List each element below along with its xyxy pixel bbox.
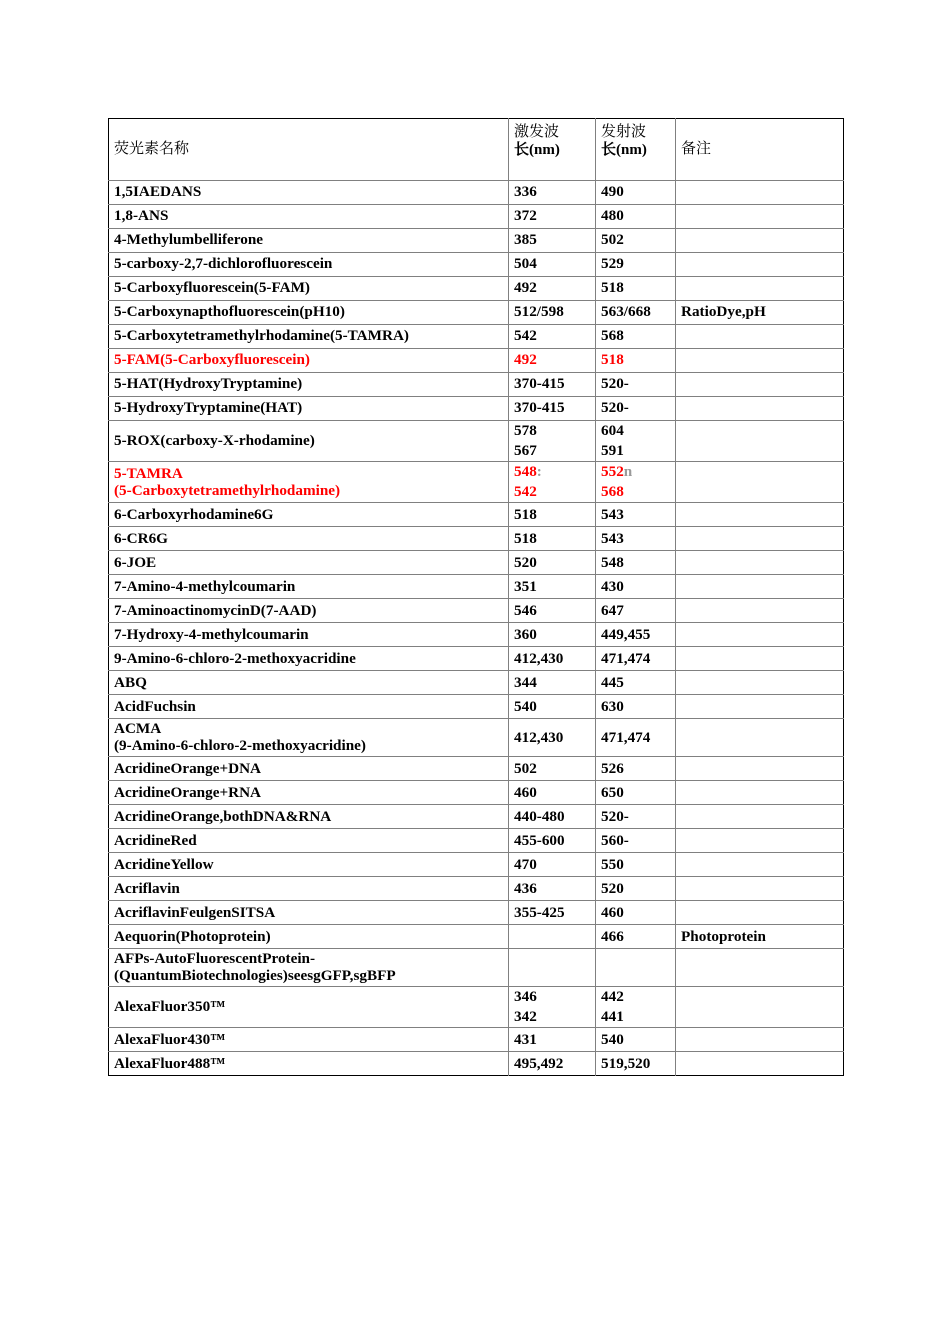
cell-name: 9-Amino-6-chloro-2-methoxyacridine bbox=[109, 647, 509, 671]
cell-emission: 563/668 bbox=[596, 301, 676, 325]
cell-note bbox=[676, 781, 844, 805]
cell-emission-line1-suffix: n bbox=[623, 463, 633, 481]
cell-excitation: 336 bbox=[509, 181, 596, 205]
table-row bbox=[109, 901, 844, 925]
table-row bbox=[109, 462, 844, 503]
cell-name: 7-Hydroxy-4-methylcoumarin bbox=[109, 623, 509, 647]
table-row bbox=[109, 253, 844, 277]
cell-excitation bbox=[509, 925, 596, 949]
table-row bbox=[109, 853, 844, 877]
cell-emission: 543 bbox=[596, 503, 676, 527]
cell-emission: 540 bbox=[596, 1028, 676, 1052]
cell-excitation: 455-600 bbox=[509, 829, 596, 853]
cell-name bbox=[109, 719, 509, 757]
cell-excitation: 518 bbox=[509, 527, 596, 551]
cell-note bbox=[676, 181, 844, 205]
cell-name: AcriflavinFeulgenSITSA bbox=[109, 901, 509, 925]
cell-note bbox=[676, 949, 844, 987]
cell-name: 7-AminoactinomycinD(7-AAD) bbox=[109, 599, 509, 623]
cell-excitation: 412,430 bbox=[509, 719, 596, 757]
cell-note bbox=[676, 671, 844, 695]
cell-name: AcridineOrange+DNA bbox=[109, 757, 509, 781]
cell-emission: 520- bbox=[596, 373, 676, 397]
cell-note: RatioDye,pH bbox=[676, 301, 844, 325]
cell-name: 6-Carboxyrhodamine6G bbox=[109, 503, 509, 527]
table-row bbox=[109, 805, 844, 829]
cell-emission: 550 bbox=[596, 853, 676, 877]
table-row bbox=[109, 987, 844, 1028]
table-row bbox=[109, 829, 844, 853]
cell-name: AcridineRed bbox=[109, 829, 509, 853]
cell-emission-line1-value: 552 bbox=[601, 463, 624, 481]
cell-note bbox=[676, 503, 844, 527]
table-row bbox=[109, 229, 844, 253]
cell-excitation: 512/598 bbox=[509, 301, 596, 325]
cell-emission: 520 bbox=[596, 877, 676, 901]
table-row bbox=[109, 527, 844, 551]
table-row bbox=[109, 877, 844, 901]
cell-name: 5-Carboxyfluorescein(5-FAM) bbox=[109, 277, 509, 301]
cell-excitation bbox=[509, 462, 596, 503]
table-row bbox=[109, 695, 844, 719]
cell-excitation: 546 bbox=[509, 599, 596, 623]
cell-excitation-line1-suffix: : bbox=[536, 463, 542, 481]
cell-excitation: 495,492 bbox=[509, 1052, 596, 1076]
cell-emission-line1-value: 604 bbox=[601, 422, 624, 439]
cell-emission-line1 bbox=[601, 988, 670, 1005]
cell-emission: 518 bbox=[596, 277, 676, 301]
cell-excitation-line2: 567 bbox=[514, 442, 537, 460]
table-row bbox=[109, 949, 844, 987]
table-row bbox=[109, 181, 844, 205]
cell-emission-line1-value: 442 bbox=[601, 988, 624, 1006]
table-row bbox=[109, 277, 844, 301]
cell-name: 6-CR6G bbox=[109, 527, 509, 551]
cell-note bbox=[676, 901, 844, 925]
cell-emission-line2: 441 bbox=[601, 1008, 624, 1026]
cell-emission: 529 bbox=[596, 253, 676, 277]
cell-excitation: 460 bbox=[509, 781, 596, 805]
cell-emission-line1 bbox=[601, 422, 670, 439]
cell-emission: 471,474 bbox=[596, 647, 676, 671]
cell-excitation: 440-480 bbox=[509, 805, 596, 829]
cell-name: 5-FAM(5-Carboxyfluorescein) bbox=[109, 349, 509, 373]
cell-name-line2: (9-Amino-6-chloro-2-methoxyacridine) bbox=[114, 737, 366, 755]
cell-name: AlexaFluor350™ bbox=[109, 987, 509, 1028]
column-header-emission-line1: 发射波 bbox=[601, 124, 647, 140]
cell-emission: 560- bbox=[596, 829, 676, 853]
cell-name-line2: (5-Carboxytetramethylrhodamine) bbox=[114, 481, 341, 499]
cell-excitation: 344 bbox=[509, 671, 596, 695]
cell-excitation: 351 bbox=[509, 575, 596, 599]
cell-emission: 526 bbox=[596, 757, 676, 781]
cell-excitation bbox=[509, 421, 596, 462]
cell-emission: 445 bbox=[596, 671, 676, 695]
cell-excitation bbox=[509, 987, 596, 1028]
fluorochrome-table bbox=[108, 118, 844, 1076]
cell-excitation: 360 bbox=[509, 623, 596, 647]
table-row bbox=[109, 205, 844, 229]
cell-name-line2: (QuantumBiotechnologies)seesgGFP,sgBFP bbox=[114, 967, 396, 985]
cell-excitation: 385 bbox=[509, 229, 596, 253]
cell-emission: 466 bbox=[596, 925, 676, 949]
cell-name: 5-ROX(carboxy-X-rhodamine) bbox=[109, 421, 509, 462]
cell-note bbox=[676, 551, 844, 575]
cell-emission: 520- bbox=[596, 397, 676, 421]
table-row bbox=[109, 671, 844, 695]
cell-excitation: 412,430 bbox=[509, 647, 596, 671]
cell-name: 7-Amino-4-methylcoumarin bbox=[109, 575, 509, 599]
column-header-excitation-line2: 长(nm) bbox=[514, 142, 560, 159]
document-page bbox=[108, 118, 843, 1076]
cell-excitation: 520 bbox=[509, 551, 596, 575]
cell-name: ABQ bbox=[109, 671, 509, 695]
cell-emission: 449,455 bbox=[596, 623, 676, 647]
cell-emission bbox=[596, 987, 676, 1028]
cell-excitation: 542 bbox=[509, 325, 596, 349]
cell-excitation: 370-415 bbox=[509, 373, 596, 397]
cell-emission: 630 bbox=[596, 695, 676, 719]
cell-excitation: 372 bbox=[509, 205, 596, 229]
cell-note bbox=[676, 527, 844, 551]
table-row bbox=[109, 757, 844, 781]
table-row bbox=[109, 397, 844, 421]
cell-note bbox=[676, 695, 844, 719]
cell-note bbox=[676, 253, 844, 277]
cell-excitation: 492 bbox=[509, 349, 596, 373]
cell-note bbox=[676, 421, 844, 462]
table-row bbox=[109, 301, 844, 325]
table-row bbox=[109, 1028, 844, 1052]
table-body bbox=[109, 119, 844, 1076]
cell-emission: 519,520 bbox=[596, 1052, 676, 1076]
cell-note bbox=[676, 1052, 844, 1076]
cell-note bbox=[676, 805, 844, 829]
cell-note bbox=[676, 462, 844, 503]
cell-emission: 502 bbox=[596, 229, 676, 253]
table-row bbox=[109, 325, 844, 349]
cell-emission: 520- bbox=[596, 805, 676, 829]
cell-excitation bbox=[509, 949, 596, 987]
column-header-excitation-line1: 激发波 bbox=[514, 124, 560, 140]
cell-emission: 568 bbox=[596, 325, 676, 349]
table-row bbox=[109, 349, 844, 373]
cell-excitation: 540 bbox=[509, 695, 596, 719]
cell-name: AlexaFluor430™ bbox=[109, 1028, 509, 1052]
cell-emission: 480 bbox=[596, 205, 676, 229]
table-row bbox=[109, 373, 844, 397]
column-header-note: 备注 bbox=[676, 119, 844, 181]
cell-excitation: 370-415 bbox=[509, 397, 596, 421]
cell-emission: 543 bbox=[596, 527, 676, 551]
cell-emission: 518 bbox=[596, 349, 676, 373]
table-row bbox=[109, 503, 844, 527]
table-row bbox=[109, 421, 844, 462]
cell-emission bbox=[596, 421, 676, 462]
cell-note bbox=[676, 229, 844, 253]
cell-emission: 471,474 bbox=[596, 719, 676, 757]
table-row bbox=[109, 925, 844, 949]
column-header-name: 荧光素名称 bbox=[109, 119, 509, 181]
cell-excitation: 470 bbox=[509, 853, 596, 877]
cell-emission-line1 bbox=[601, 463, 670, 480]
table-header-row bbox=[109, 119, 844, 181]
cell-emission-line2: 591 bbox=[601, 442, 624, 460]
table-row bbox=[109, 551, 844, 575]
cell-note bbox=[676, 647, 844, 671]
cell-excitation-line1-value: 548 bbox=[514, 463, 537, 481]
cell-emission: 430 bbox=[596, 575, 676, 599]
cell-name bbox=[109, 949, 509, 987]
cell-note bbox=[676, 325, 844, 349]
cell-excitation-line1-value: 346 bbox=[514, 988, 537, 1006]
cell-emission-line2: 568 bbox=[601, 483, 624, 501]
cell-note bbox=[676, 575, 844, 599]
cell-note bbox=[676, 373, 844, 397]
cell-note bbox=[676, 853, 844, 877]
cell-emission: 460 bbox=[596, 901, 676, 925]
cell-name-line1: ACMA bbox=[114, 720, 162, 738]
cell-name: AcridineYellow bbox=[109, 853, 509, 877]
column-header-emission-line2: 长(nm) bbox=[601, 142, 647, 159]
cell-name: 1,8-ANS bbox=[109, 205, 509, 229]
cell-note bbox=[676, 829, 844, 853]
cell-note bbox=[676, 599, 844, 623]
cell-excitation-line1 bbox=[514, 422, 590, 439]
column-header-excitation bbox=[509, 119, 596, 181]
cell-name: 4-Methylumbelliferone bbox=[109, 229, 509, 253]
cell-note: Photoprotein bbox=[676, 925, 844, 949]
cell-note bbox=[676, 349, 844, 373]
cell-name-line1: AFPs-AutoFluorescentProtein- bbox=[114, 950, 316, 968]
table-row bbox=[109, 623, 844, 647]
cell-excitation: 492 bbox=[509, 277, 596, 301]
cell-note bbox=[676, 397, 844, 421]
cell-excitation: 518 bbox=[509, 503, 596, 527]
cell-name: AcidFuchsin bbox=[109, 695, 509, 719]
cell-excitation-line2: 342 bbox=[514, 1008, 537, 1026]
cell-emission: 548 bbox=[596, 551, 676, 575]
cell-note bbox=[676, 877, 844, 901]
cell-name: 5-HAT(HydroxyTryptamine) bbox=[109, 373, 509, 397]
cell-note bbox=[676, 623, 844, 647]
cell-excitation: 436 bbox=[509, 877, 596, 901]
column-header-emission bbox=[596, 119, 676, 181]
cell-name: 1,5IAEDANS bbox=[109, 181, 509, 205]
cell-excitation: 504 bbox=[509, 253, 596, 277]
cell-name: Aequorin(Photoprotein) bbox=[109, 925, 509, 949]
cell-excitation-line1 bbox=[514, 463, 590, 480]
table-row bbox=[109, 719, 844, 757]
cell-name: 5-Carboxytetramethylrhodamine(5-TAMRA) bbox=[109, 325, 509, 349]
cell-note bbox=[676, 987, 844, 1028]
cell-excitation-line1-value: 578 bbox=[514, 422, 537, 439]
cell-name: 6-JOE bbox=[109, 551, 509, 575]
cell-name bbox=[109, 462, 509, 503]
cell-excitation: 355-425 bbox=[509, 901, 596, 925]
cell-emission bbox=[596, 462, 676, 503]
cell-name: 5-Carboxynapthofluorescein(pH10) bbox=[109, 301, 509, 325]
table-row bbox=[109, 599, 844, 623]
table-row bbox=[109, 647, 844, 671]
cell-note bbox=[676, 205, 844, 229]
cell-name: AcridineOrange+RNA bbox=[109, 781, 509, 805]
cell-excitation: 431 bbox=[509, 1028, 596, 1052]
cell-name: 5-HydroxyTryptamine(HAT) bbox=[109, 397, 509, 421]
cell-name-line1: 5-TAMRA bbox=[114, 464, 183, 482]
cell-emission: 490 bbox=[596, 181, 676, 205]
cell-note bbox=[676, 757, 844, 781]
table-row bbox=[109, 1052, 844, 1076]
cell-excitation-line1 bbox=[514, 988, 590, 1005]
table-row bbox=[109, 575, 844, 599]
cell-excitation: 502 bbox=[509, 757, 596, 781]
cell-emission: 650 bbox=[596, 781, 676, 805]
table-row bbox=[109, 781, 844, 805]
cell-note bbox=[676, 277, 844, 301]
cell-emission bbox=[596, 949, 676, 987]
cell-emission: 647 bbox=[596, 599, 676, 623]
cell-note bbox=[676, 1028, 844, 1052]
cell-name: AcridineOrange,bothDNA&RNA bbox=[109, 805, 509, 829]
cell-name: 5-carboxy-2,7-dichlorofluorescein bbox=[109, 253, 509, 277]
cell-note bbox=[676, 719, 844, 757]
cell-name: AlexaFluor488™ bbox=[109, 1052, 509, 1076]
cell-excitation-line2: 542 bbox=[514, 483, 537, 501]
cell-name: Acriflavin bbox=[109, 877, 509, 901]
